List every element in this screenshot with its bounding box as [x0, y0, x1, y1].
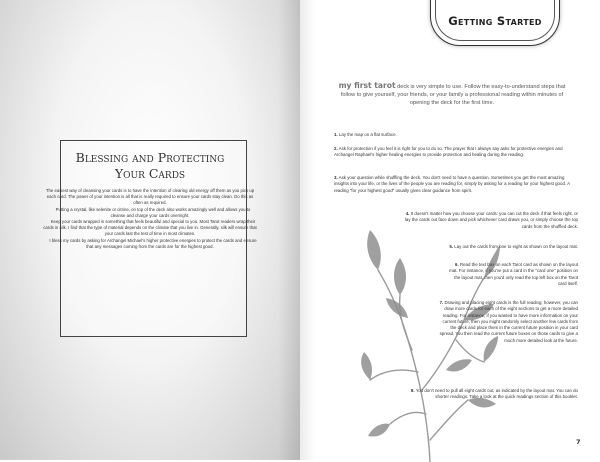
step-3: 3. Ask your question while shuffling the deck. You don't need to have a question. Sometimes you get the most amazing insights into your life, or the lives of the people you are reading for, simply by asking for a reading for your highest good. A reading "for your highest good" usually gives clear guidance from spirit.	[334, 175, 570, 193]
left-page	[0, 0, 300, 460]
page-number: 7	[576, 438, 581, 446]
intro-text: deck is very simple to use. Follow the easy-to-understand steps that follow to give yourself, your friends, or your family a professional reading within minutes of opening the deck for the first time.	[340, 84, 566, 106]
left-paragraph: Putting a crystal, like selenite or citrine, on top of the deck also works amazingly well and allows you to cleanse and charge your cards overnight.	[55, 206, 251, 218]
step-6: 6. Read the text box on each Tarot card as shown on the layout mat. For instance, if you've put a card in the "card one" position on the layout mat, then you'd only read the top left box on the Tarot card itself.	[449, 262, 578, 286]
gutter-shadow-right	[300, 0, 316, 460]
step-2: 2. Ask for protection if you feel it is right for you to do so. The prayer that I always say asks for protective energies and Archangel Raphael's higher healing energies to provide protection and healing during the reading.	[334, 146, 563, 158]
left-paragraph: Keep your cards wrapped in something that feels beautiful and special to you. Most Tarot readers wrap their cards in silk. I find that the type of material depends on the climate that you live in. Generally, silk will ensure that your cards last the test of time in most climates.	[43, 219, 257, 237]
intro-paragraph	[332, 82, 572, 107]
left-paragraph: The easiest way of cleansing your cards is to have the intention of clearing old energy off them as you pick up each card. The power of your intention is all that is really required to ensure your cards stay clean. Do this as often as required.	[45, 188, 255, 206]
gutter-shadow	[278, 0, 300, 460]
left-page-body	[42, 188, 258, 250]
step-5: 5. Lay out the cards from one to eight as shown on the layout mat.	[449, 244, 578, 249]
left-page-title	[40, 150, 260, 182]
step-1: 1. Lay the map on a flat surface.	[334, 132, 397, 137]
left-title-line2: Your Cards	[114, 166, 186, 181]
brand-name: my first tarot	[338, 81, 396, 90]
left-paragraph: I bless my cards by asking for Archangel Michael's higher protective energies to protect the cards and ensure that any messages coming from the cards are for the highest good.	[49, 237, 257, 249]
page-header-title: Getting Started	[448, 14, 542, 28]
left-title-line1: Blessing and Protecting	[75, 150, 225, 165]
step-4: 4. It doesn't matter how you choose your cards: you can cut the deck if that feels right, or lay the cards out face down and pick whichever card draws you, or simply choose the top cards from the shuffled deck.	[404, 211, 578, 229]
step-8: 8. You don't need to pull all eight cards out, as indicated by the layout mat. You can do shorter readings. Take a look at the quick readings section of this booklet.	[410, 388, 578, 400]
step-7: 7. Drawing and placing eight cards is the full reading; however, you can draw more cards for each of the eight sections to get a more detailed reading. For instance, if you wanted to have more information on your current future, then you might randomly select another few cards from the deck and place them in the current future position in your card spread. You then read the current future boxes on those cards to give a much more detailed look at the future.	[439, 300, 578, 343]
